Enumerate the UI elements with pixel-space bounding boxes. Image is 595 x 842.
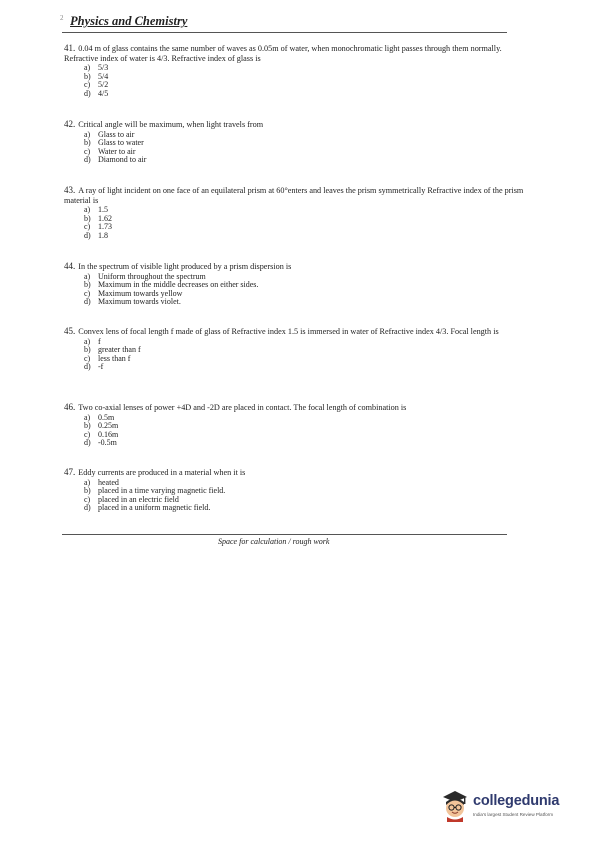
options-list <box>84 131 524 165</box>
option-text: Glass to air <box>98 129 135 139</box>
options-list <box>84 414 524 448</box>
question-body: In the spectrum of visible light produced by a prism dispersion is <box>78 262 292 271</box>
collegedunia-brand <box>440 788 580 828</box>
option-letter: b) <box>84 421 91 431</box>
option-text: Diamond to air <box>98 155 147 165</box>
option-c <box>84 355 524 364</box>
option-b <box>84 139 524 148</box>
option-letter: a) <box>84 412 91 422</box>
page-title: Physics and Chemistry <box>70 14 188 28</box>
option-text: 0.25m <box>98 421 119 431</box>
options-list <box>84 206 524 240</box>
option-text: 1.73 <box>98 222 112 232</box>
option-text: -0.5m <box>98 438 117 448</box>
option-d <box>84 232 524 241</box>
option-text: Glass to water <box>98 138 144 148</box>
option-text: placed in a time varying magnetic field. <box>98 486 226 496</box>
question-46 <box>64 403 524 448</box>
question-43 <box>64 186 524 241</box>
option-text: Maximum towards violet. <box>98 297 181 307</box>
question-45 <box>64 327 524 372</box>
option-d <box>84 156 524 165</box>
option-c <box>84 148 524 157</box>
header-divider <box>62 32 507 33</box>
option-letter: d) <box>84 230 91 240</box>
question-body: Two co-axial lenses of power +4D and -2D are placed in contact. The focal length of combination is <box>78 403 407 412</box>
option-letter: a) <box>84 205 91 215</box>
option-letter: a) <box>84 63 91 73</box>
option-c <box>84 431 524 440</box>
option-letter: d) <box>84 155 91 165</box>
question-number: 43. <box>64 185 76 195</box>
option-a <box>84 338 524 347</box>
option-d <box>84 439 524 448</box>
option-text: -f <box>98 362 104 372</box>
option-text: 1.8 <box>98 230 108 240</box>
option-letter: a) <box>84 336 91 346</box>
options-list <box>84 273 524 307</box>
option-letter: c) <box>84 80 91 90</box>
option-b <box>84 73 524 82</box>
question-text <box>64 262 524 272</box>
option-text: 1.5 <box>98 205 108 215</box>
question-number: 47. <box>64 467 76 477</box>
option-b <box>84 215 524 224</box>
option-text: placed in an electric field <box>98 494 179 504</box>
option-letter: d) <box>84 438 91 448</box>
question-44 <box>64 262 524 307</box>
option-d <box>84 363 524 372</box>
option-text: Maximum in the middle decreases on either sides. <box>98 280 259 290</box>
option-letter: c) <box>84 353 91 363</box>
option-text: f <box>98 336 101 346</box>
option-b <box>84 422 524 431</box>
question-text <box>64 44 524 63</box>
option-a <box>84 414 524 423</box>
option-letter: b) <box>84 138 91 148</box>
options-list <box>84 479 524 513</box>
question-number: 41. <box>64 43 76 53</box>
question-text <box>64 120 524 130</box>
option-text: less than f <box>98 353 131 363</box>
option-text: Maximum towards yellow <box>98 288 183 298</box>
option-text: heated <box>98 477 119 487</box>
options-list <box>84 338 524 372</box>
option-text: 1.62 <box>98 213 112 223</box>
graduate-mascot-icon <box>440 788 470 822</box>
question-body: Eddy currents are produced in a material when it is <box>78 468 246 477</box>
option-letter: d) <box>84 362 91 372</box>
option-letter: d) <box>84 503 91 513</box>
option-text: 5/4 <box>98 71 109 81</box>
option-a <box>84 131 524 140</box>
option-text: 4/5 <box>98 88 109 98</box>
option-letter: c) <box>84 429 91 439</box>
brand-tagline: India's largest Student Review Platform <box>473 812 554 817</box>
option-a <box>84 206 524 215</box>
question-text <box>64 403 524 413</box>
option-text: Water to air <box>98 146 136 156</box>
option-letter: b) <box>84 71 91 81</box>
question-47 <box>64 468 524 513</box>
option-letter: b) <box>84 486 91 496</box>
option-letter: c) <box>84 222 91 232</box>
option-d <box>84 298 524 307</box>
question-body: 0.04 m of glass contains the same number of waves as 0.05m of water, when monochromatic light passes through them normally. Refractive index of water is 4/3. Refractive index of glass is <box>64 44 502 63</box>
option-d <box>84 90 524 99</box>
option-letter: d) <box>84 297 91 307</box>
option-b <box>84 346 524 355</box>
question-number: 45. <box>64 326 76 336</box>
rough-work-label: Space for calculation / rough work <box>218 537 330 546</box>
question-text <box>64 186 524 205</box>
question-text <box>64 468 524 478</box>
brand-name: collegedunia <box>473 793 560 809</box>
question-body: Convex lens of focal length f made of glass of Refractive index 1.5 is immersed in water of Refractive index 4/3. Focal length is <box>78 327 499 336</box>
option-letter: a) <box>84 271 91 281</box>
option-text: 5/3 <box>98 63 109 73</box>
option-text: Uniform throughout the spectrum <box>98 271 206 281</box>
option-letter: c) <box>84 288 91 298</box>
question-text <box>64 327 524 337</box>
question-42 <box>64 120 524 165</box>
option-letter: b) <box>84 280 91 290</box>
question-number: 44. <box>64 261 76 271</box>
corner-mark: 2 <box>60 14 64 22</box>
option-text: 0.16m <box>98 429 119 439</box>
option-text: 5/2 <box>98 80 109 90</box>
option-letter: a) <box>84 477 91 487</box>
option-letter: b) <box>84 213 91 223</box>
option-letter: b) <box>84 345 91 355</box>
option-d <box>84 504 524 513</box>
option-c <box>84 81 524 90</box>
question-number: 42. <box>64 119 76 129</box>
option-letter: c) <box>84 146 91 156</box>
option-letter: c) <box>84 494 91 504</box>
option-c <box>84 223 524 232</box>
option-letter: d) <box>84 88 91 98</box>
question-body: Critical angle will be maximum, when light travels from <box>78 120 264 129</box>
option-text: greater than f <box>98 345 141 355</box>
option-text: placed in a uniform magnetic field. <box>98 503 211 513</box>
option-text: 0.5m <box>98 412 115 422</box>
question-number: 46. <box>64 402 76 412</box>
option-letter: a) <box>84 129 91 139</box>
options-list <box>84 64 524 98</box>
question-41 <box>64 44 524 99</box>
question-body: A ray of light incident on one face of an equilateral prism at 60°enters and leaves the prism symmetrically Refractive index of the prism material is <box>64 186 524 205</box>
rough-work-divider <box>62 534 507 535</box>
option-a <box>84 64 524 73</box>
